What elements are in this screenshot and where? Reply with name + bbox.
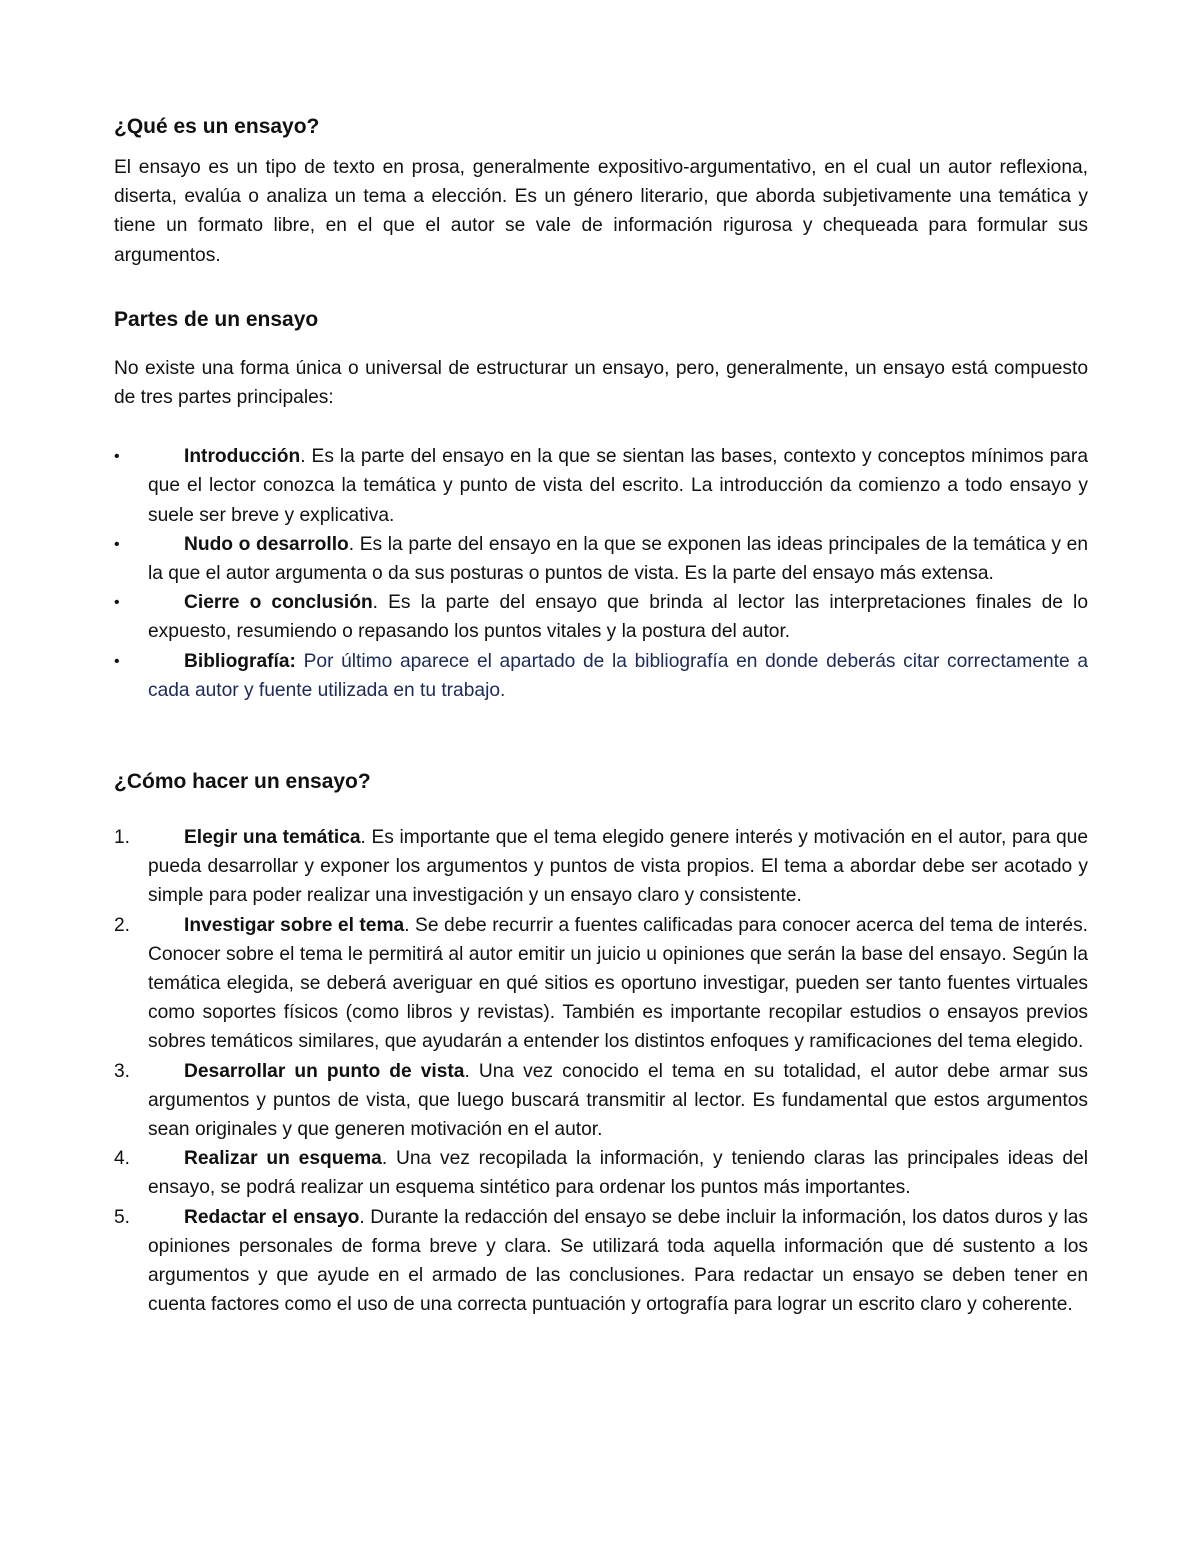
section-title: ¿Qué es un ensayo? — [114, 115, 320, 138]
item-text: . Una vez recopilada la información, y teniendo claras las principales ideas del ensayo, se podrá realizar un esquema sintético para ordenar los puntos más importantes. — [148, 1148, 1088, 1199]
item-lead: Bibliografía: — [184, 650, 296, 672]
section-title: ¿Cómo hacer un ensayo? — [114, 770, 371, 794]
bullet-marker: • — [114, 448, 120, 466]
item-text: . Durante la redacción del ensayo se debe incluir la información, los datos duros y las opiniones personales de forma breve y clara. Se utilizará toda aquella información que dé sustento a los argumentos y que ayude en el armado de las conclusiones. Para redactar un ensayo se deben tener en cuenta factores como el uso de una correcta puntuación y ortografía para lograr un escrito claro y coherente. — [148, 1206, 1088, 1316]
item-text: . Es importante que el tema elegido genere interés y motivación en el autor, para que pueda desarrollar y exponer los argumentos y puntos de vista propios. El tema a abordar debe ser acotado y simple para poder realizar una investigación y un ensayo claro y consistente. — [148, 827, 1088, 907]
item-lead: Cierre o conclusión — [184, 592, 373, 614]
list-item — [114, 911, 1088, 1057]
item-text: Por último aparece el apartado de la bibliografía en donde deberás citar correctamente a cada autor y fuente utilizada en tu trabajo. — [148, 650, 1088, 701]
item-lead: Desarrollar un punto de vista — [184, 1060, 465, 1082]
list-item — [114, 823, 1088, 911]
list-item — [114, 1203, 1088, 1320]
item-lead: Introducción — [184, 446, 301, 468]
list-item — [114, 1144, 1088, 1202]
section-paragraph: El ensayo es un tipo de texto en prosa, generalmente expositivo-argumentativo, en el cual un autor reflexiona, diserta, evalúa o analiza un tema a elección. Es un género literario, que aborda subjetivamente una temática y tiene un formato libre, en el que el autor se vale de información rigurosa y chequeada para formular sus argumentos. — [114, 157, 1088, 266]
number-marker: 5. — [114, 1206, 131, 1228]
parts-list — [114, 442, 1088, 705]
list-item — [114, 442, 1088, 530]
list-item — [114, 530, 1088, 588]
item-text: . Es la parte del ensayo en la que se exponen las ideas principales de la temática y en la que el autor argumenta o da sus posturas o puntos de vista. Es la parte del ensayo más extensa. — [148, 533, 1089, 585]
item-lead: Realizar un esquema — [184, 1148, 382, 1170]
item-lead: Elegir una temática — [184, 827, 361, 849]
section-paragraph: No existe una forma única o universal de estructurar un ensayo, pero, generalmente, un ensayo está compuesto de tres partes principales: — [114, 357, 1088, 409]
item-lead: Redactar el ensayo — [184, 1206, 360, 1228]
section-title: Partes de un ensayo — [114, 307, 319, 331]
list-item — [114, 1057, 1088, 1145]
number-marker: 3. — [114, 1060, 131, 1082]
steps-list — [114, 823, 1088, 1319]
number-marker: 4. — [114, 1148, 131, 1170]
list-item — [114, 588, 1088, 646]
bullet-marker: • — [114, 535, 120, 553]
bullet-marker: • — [114, 594, 120, 612]
number-marker: 2. — [114, 914, 131, 936]
bullet-marker: • — [114, 652, 120, 670]
number-marker: 1. — [114, 827, 131, 849]
list-item — [114, 647, 1088, 705]
item-text: . Una vez conocido el tema en su totalidad, el autor debe armar sus argumentos y puntos de vista, que luego buscará transmitir al lector. Es fundamental que estos argumentos sean originales y que generen motivación en el autor. — [148, 1060, 1088, 1141]
item-lead: Nudo o desarrollo — [184, 533, 349, 555]
item-lead: Investigar sobre el tema — [184, 914, 405, 936]
item-text: . Es la parte del ensayo que brinda al lector las interpretaciones finales de lo expuesto, resumiendo o repasando los puntos vitales y la postura del autor. — [148, 592, 1088, 643]
item-text: . Se debe recurrir a fuentes calificadas para conocer acerca del tema de interés. Conocer sobre el tema le permitirá al autor emitir un juicio u opiniones que serán la base del ensayo. Según la temática elegida, se deberá averiguar en qué sitios es oportuno investigar, pueden ser tanto fuentes virtuales como soportes físicos (como libros y revistas). También es importante recopilar estudios o ensayos previos sobres temáticos similares, que ayudarán a entender los distintos enfoques y ramificaciones del tema elegido. — [148, 914, 1089, 1053]
item-text: . Es la parte del ensayo en la que se sientan las bases, contexto y conceptos mínimos para que el lector conozca la temática y punto de vista del escrito. La introducción da comienzo a todo ensayo y suele ser breve y explicativa. — [148, 446, 1088, 526]
